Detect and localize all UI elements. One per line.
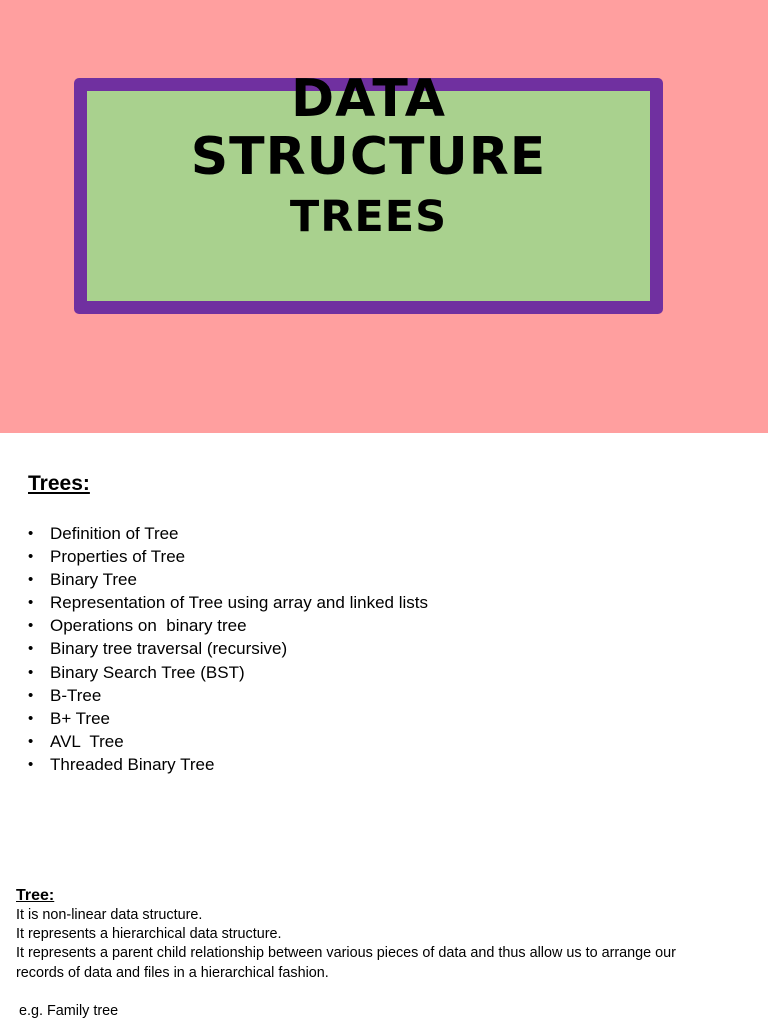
bullet-icon: • bbox=[28, 525, 34, 542]
list-item bbox=[28, 684, 428, 707]
list-item-text: B+ Tree bbox=[50, 708, 111, 728]
list-item-text: Properties of Tree bbox=[50, 547, 186, 567]
tree-example-text: e.g. Family tree bbox=[19, 1002, 119, 1019]
bullet-icon: • bbox=[28, 571, 34, 589]
title-line-data: DATA bbox=[290, 69, 447, 129]
bullet-icon: • bbox=[28, 663, 34, 681]
tree-definition-line: It represents a hierarchical data structure. bbox=[16, 926, 282, 943]
title-line-structure: STRUCTURE bbox=[190, 127, 547, 187]
title-line-trees: TREES bbox=[289, 192, 448, 242]
list-item-text: Definition of Tree bbox=[50, 524, 179, 543]
list-item bbox=[28, 568, 428, 591]
list-item-text: Binary Search Tree (BST) bbox=[50, 662, 245, 682]
tree-definition-line: It is non-linear data structure. bbox=[16, 907, 203, 923]
list-item-text: Threaded Binary Tree bbox=[50, 754, 215, 774]
list-item-text: B-Tree bbox=[50, 685, 102, 705]
bullet-icon: • bbox=[28, 755, 34, 773]
list-item-text: Binary Tree bbox=[50, 570, 137, 590]
list-item bbox=[28, 730, 428, 753]
tree-definition-line: It represents a parent child relationship between various pieces of data and thus allow us to arrange our bbox=[16, 945, 676, 962]
list-item-text: Operations on binary tree bbox=[50, 616, 247, 636]
list-item-text: Binary tree traversal (recursive) bbox=[50, 639, 288, 659]
list-item bbox=[28, 614, 428, 637]
bullet-icon: • bbox=[28, 709, 34, 727]
bullet-icon: • bbox=[28, 732, 34, 750]
list-item bbox=[28, 707, 428, 730]
topics-heading: Trees: bbox=[28, 472, 90, 495]
list-item bbox=[28, 522, 428, 545]
bullet-icon: • bbox=[28, 594, 34, 612]
tree-definition-heading: Tree: bbox=[16, 887, 55, 904]
bullet-icon: • bbox=[28, 548, 34, 566]
list-item bbox=[28, 753, 428, 776]
list-item bbox=[28, 591, 428, 614]
slide-title bbox=[74, 70, 663, 248]
topics-list bbox=[28, 522, 428, 776]
title-slide-banner bbox=[0, 0, 768, 433]
list-item bbox=[28, 661, 428, 684]
tree-definition-section bbox=[16, 886, 736, 1021]
list-item-text: Representation of Tree using array and linked lists bbox=[50, 593, 428, 613]
list-item-text: AVL Tree bbox=[50, 731, 124, 751]
bullet-icon: • bbox=[28, 686, 34, 704]
list-item bbox=[28, 637, 428, 660]
list-item bbox=[28, 545, 428, 568]
bullet-icon: • bbox=[28, 617, 34, 635]
bullet-icon: • bbox=[28, 640, 34, 658]
tree-definition-line: records of data and files in a hierarchical fashion. bbox=[16, 964, 329, 981]
